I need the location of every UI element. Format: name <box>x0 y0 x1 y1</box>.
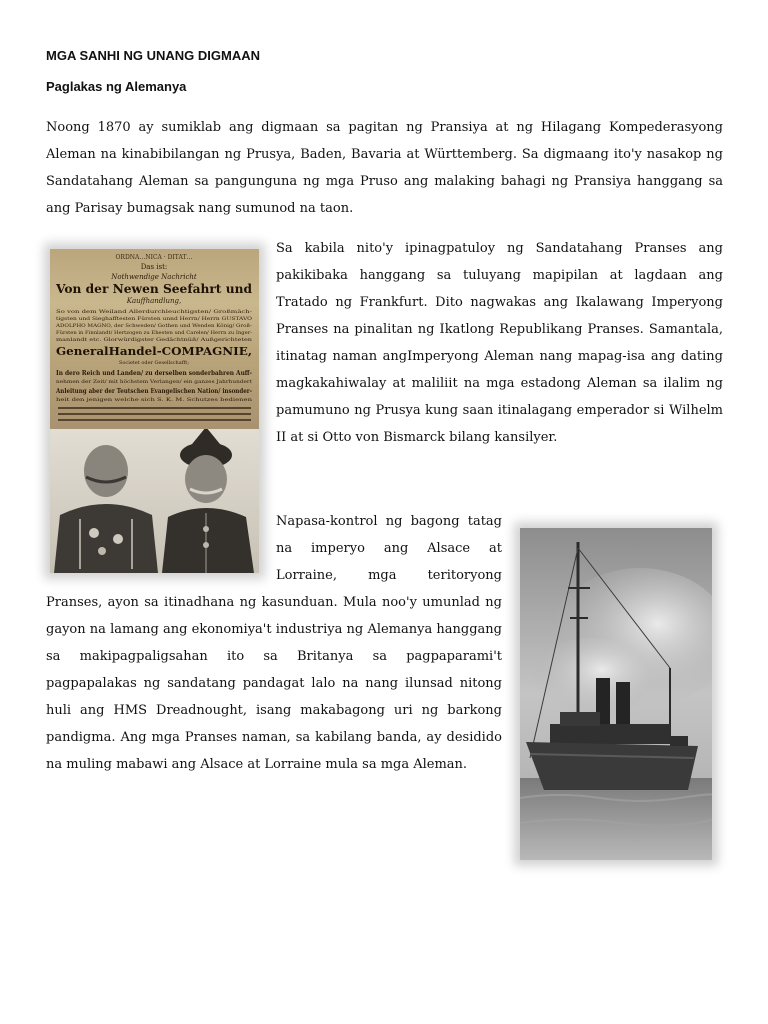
poster-text-line <box>58 413 251 415</box>
poster-text-line <box>58 407 251 409</box>
poster-line-10: manlandt etc. Glorwürdigster Gedächtnüß/ Außgerichteten <box>56 337 254 343</box>
poster-text-line <box>58 419 251 421</box>
poster-line-4: Von der Newen Seefahrt und <box>54 282 253 296</box>
poster-line-14: nehmen der Zeit/ mit höchstem Verlangen/ ein ganzes Jahrhundert <box>56 379 252 385</box>
paragraph-1: Noong 1870 ay sumiklab ang digmaan sa pagitan ng Pransiya at ng Hilagang Kompederasyong Aleman na kinabibilangan ng Prusya, Baden, Bavaria at Württemberg. Sa digmaang ito'y nasakop ng Sandatahang Aleman sa pangunguna ng mga Pruso ang malaking bahagi ng Pransiya hanggang sa ang Parisay bumagsak nang sumunod na taon. <box>46 120 723 216</box>
poster-line-1: ORDNA…NICA · DITAT… <box>115 254 193 261</box>
poster-line-8: ADOLPHO MAGNO, der Schweden/ Gothen und Wenden König/ Groß- <box>54 323 253 329</box>
poster-line-11: GeneralHandel-COMPAGNIE, <box>56 345 252 358</box>
paragraph-3-block <box>46 508 502 778</box>
section-heading: Paglakas ng Alemanya <box>46 79 187 94</box>
poster-line-13: In dero Reich und Landen/ zu derselben sonderbahren Auff- <box>56 370 253 377</box>
poster-lettering-icon <box>50 249 259 429</box>
paragraph-2: Sa kabila nito'y ipinagpatuloy ng Sandatahang Pranses ang pakikibaka hanggang sa tuluyang mapipilan at lagdaan ang Tratado ng Frankfurt. Dito nagwakas ang Ikalawang Imperyong Pranses na pinalitan ng Ikatlong Republikang Pranses. Samantala, itinatag naman angImperyong Aleman nang mapag-isa ang dating magkakahiwalay at maliliit na mga estadong Aleman sa ilalim ng pamumuno ng Prusya kung saan itinalagang emperador si Wilhelm II at si Otto von Bismarck bilang kansilyer. <box>276 241 723 445</box>
poster-line-2: Das ist: <box>140 263 168 271</box>
poster-line-6: So von dem Weiland Allerdurchleuchtigsten/ Großmäch- <box>56 309 253 315</box>
poster-line-7: tigsten und Sieghafftesten Fürsten unnd Herrn/ Herrn GUSTAVO <box>56 316 252 322</box>
poster-line-12: Societet oder Gesellschafft; <box>119 360 189 366</box>
poster-line-16: heit den jenigen welche sich S. K. M. Schutzes bedienen <box>56 397 254 403</box>
wrap-spacer <box>46 508 276 589</box>
paragraph-3: Napasa-kontrol ng bagong tatag na imperyo ang Alsace at Lorraine, mga teritoryong Pranses, ayon sa itinadhana ng kasunduan. Mula noo'y umunlad ng gayon na lamang ang ekonomiya't industriya ng Alemanya hanggang sa makipagpaligsahan ito sa Britanya sa pagpaparami't pagpapalakas ng sandatang pandagat lalo na nang ilunsad nitong huli ang HMS Dreadnought, isang makabagong uri ng barkong pandigma. Ang mga Pranses naman, sa kabilang banda, ay desidido na muling mabawi ang Alsace at Lorraine mula sa mga Aleman. <box>46 514 502 772</box>
poster-text-area <box>50 249 259 429</box>
poster-line-3: Nothwendige Nachricht <box>111 273 197 281</box>
warship-image <box>520 528 712 860</box>
warship-photo-icon <box>520 528 712 860</box>
poster-line-15: Anleitung aber der Teutschen Evangelischen Nation/ insonder- <box>55 388 253 395</box>
poster-line-9: Fürsten in Finnlandt/ Hertzogen zu Ehesten und Carelen/ Herrn zu Inger- <box>56 330 253 336</box>
page-title: MGA SANHI NG UNANG DIGMAAN <box>46 48 261 63</box>
poster-line-5: Kauffhandlung, <box>126 297 182 305</box>
